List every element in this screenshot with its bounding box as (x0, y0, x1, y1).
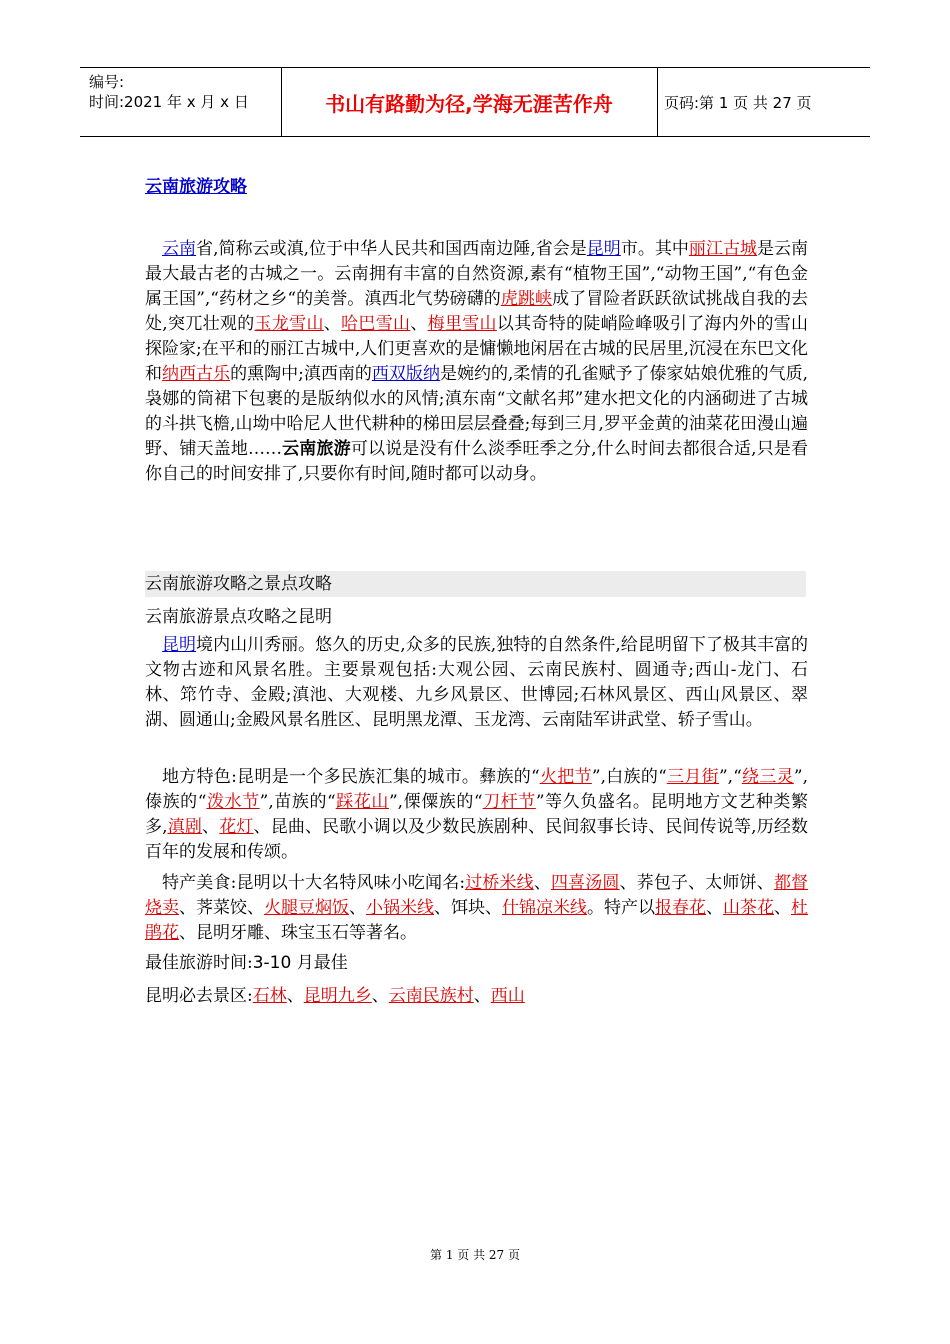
must-see-line (145, 984, 525, 1008)
must-see-link[interactable]: 昆明九乡 (303, 986, 372, 1006)
text-run: 特产美食:昆明以十大名特风味小吃闻名: (162, 873, 466, 893)
inline-link[interactable]: 什锦凉米线 (502, 898, 587, 918)
text-run: ”,“ (718, 767, 742, 787)
inline-link[interactable]: 火腿豆焖饭 (264, 898, 349, 918)
header-meta-cell (80, 68, 280, 136)
inline-link[interactable]: 西双版纳 (371, 364, 440, 384)
local-features-paragraph (145, 765, 808, 865)
inline-link[interactable]: 虎跳峡 (500, 289, 553, 309)
text-run: 、 (202, 817, 220, 837)
text-run: 、 (323, 314, 342, 334)
header-page-info: 页码:第 1 页 共 27 页 (664, 93, 812, 112)
local-features-text (145, 765, 808, 865)
inline-link[interactable]: 踩花山 (335, 792, 389, 812)
inline-link[interactable]: 滇剧 (167, 817, 203, 837)
inline-link[interactable]: 纳西古乐 (162, 364, 231, 384)
inline-link[interactable]: 三月街 (666, 767, 719, 787)
text-run: 、荞包子、太师饼、 (619, 873, 774, 893)
text-run: 境内山川秀丽。悠久的历史,众多的民族,独特的自然条件,给昆明留下了极其丰富的文物古迹和风景名胜。主要景观包括:大观公园、云南民族村、圆通寺;西山-龙门、石林、筇竹寺、金殿;滇池、大观楼、九乡风景区、世博园;石林风景区、西山风景区、翠湖、圆通山;金殿风景名胜区、昆明黑龙潭、玉龙湾、云南陆军讲武堂、轿子雪山。 (145, 635, 808, 730)
text-run: 、昆明牙雕、珠宝玉石等著名。 (179, 923, 417, 943)
text-run: 、 (706, 898, 723, 918)
text-run: ”等久负盛名。昆明地方文艺种类繁多, (145, 792, 808, 837)
text-run: ”,傈僳族的“ (388, 792, 483, 812)
must-see-link[interactable]: 石林 (252, 986, 287, 1006)
best-time-label: 最佳旅游时间: (145, 953, 253, 973)
must-see-list (253, 986, 525, 1006)
inline-link[interactable]: 玉龙雪山 (254, 314, 324, 334)
text-run: 、 (349, 898, 366, 918)
text-run: 地方特色:昆明是一个多民族汇集的城市。彝族的“ (162, 767, 540, 787)
text-run: 、 (533, 873, 551, 893)
inline-link[interactable]: 杜鹃花 (145, 898, 808, 943)
document-title[interactable]: 云南旅游攻略 (145, 177, 247, 197)
header-table (80, 67, 870, 137)
inline-link[interactable]: 云南 (162, 239, 197, 259)
must-see-link[interactable]: 云南民族村 (388, 986, 474, 1006)
text-run: ”,苗族的“ (259, 792, 336, 812)
text-run: ”,白族的“ (591, 767, 667, 787)
inline-link[interactable]: 刀杆节 (482, 792, 536, 812)
header-motto: 书山有路勤为径,学海无涯苦作舟 (325, 91, 613, 116)
inline-link[interactable]: 报春花 (655, 898, 706, 918)
intro-text (145, 237, 808, 487)
inline-link[interactable]: 绕三灵 (741, 767, 794, 787)
text-run: 省,简称云或滇,位于中华人民共和国西南边陲,省会是 (196, 239, 587, 259)
best-time-line (145, 951, 348, 975)
text-run: 以其奇特的陡峭险峰吸引了海内外的雪山探险家;在平和的丽江古城中,人们更喜欢的是慵懒地闲居在古城的民居里,沉浸在东巴文化和 (145, 314, 809, 384)
inline-link[interactable]: 泼水节 (206, 792, 260, 812)
doc-number-label: 编号: (89, 73, 125, 91)
doc-time-label: 时间:2021 年 x 月 x 日 (89, 93, 249, 111)
food-text (145, 871, 808, 946)
inline-link[interactable]: 都督烧卖 (145, 873, 809, 918)
text-run: ”,傣族的“ (145, 767, 809, 812)
header-divider (657, 68, 658, 136)
text-run: 、 (410, 314, 428, 334)
text-run: 的熏陶中;滇西南的 (230, 364, 372, 384)
inline-link[interactable]: 四喜汤圆 (550, 873, 620, 893)
text-run: 、 (774, 898, 791, 918)
sub-heading: 云南旅游景点攻略之昆明 (145, 607, 332, 627)
page-footer: 第 1 页 共 27 页 (430, 1248, 520, 1262)
inline-link[interactable]: 丽江古城 (688, 239, 757, 259)
list-separator: 、 (286, 986, 304, 1006)
text-run: 是云南最大最古老的古城之一。云南拥有丰富的自然资源,素有“植物王国”,“动物王国”,“有色金属王国”,“药材之乡“的美誉。滇西北气势磅礴的 (145, 239, 809, 309)
must-see-link[interactable]: 西山 (490, 986, 525, 1006)
inline-link[interactable]: 火把节 (539, 767, 592, 787)
intro-paragraph (145, 237, 808, 487)
food-paragraph (145, 871, 808, 946)
inline-link[interactable]: 梅里雪山 (427, 314, 497, 334)
inline-link[interactable]: 昆明 (586, 239, 621, 259)
inline-link[interactable]: 哈巴雪山 (341, 314, 411, 334)
text-run: 可以说是没有什么淡季旺季之分,什么时间去都很合适,只是看你自己的时间安排了,只要你有时间,随时都可以动身。 (145, 439, 809, 484)
list-separator: 、 (473, 986, 491, 1006)
section-heading: 云南旅游攻略之景点攻略 (145, 571, 806, 597)
bold-text: 云南旅游 (281, 439, 351, 459)
text-run: 、昆曲、民歌小调以及少数民族剧种、民间叙事长诗、民间传说等,历经数百年的发展和传颂。 (145, 817, 809, 862)
kunming-paragraph (145, 633, 808, 733)
text-run: 市。其中 (620, 239, 689, 259)
must-see-label: 昆明必去景区: (145, 986, 253, 1006)
list-separator: 、 (371, 986, 389, 1006)
text-run: 。特产以 (587, 898, 655, 918)
inline-link[interactable]: 山茶花 (723, 898, 774, 918)
text-run: 、饵块、 (434, 898, 502, 918)
text-run: 、荠菜饺、 (179, 898, 264, 918)
text-run: 成了冒险者跃跃欲试挑战自我的去处,突兀壮观的 (145, 289, 809, 334)
kunming-text (145, 633, 808, 733)
inline-link[interactable]: 花灯 (219, 817, 254, 837)
inline-link[interactable]: 昆明 (162, 635, 197, 655)
text-run: 是婉约的,柔情的孔雀赋予了傣家姑娘优雅的气质,袅娜的筒裙下包裹的是版纳似水的风情;滇东南“文献名邦”建水把文化的内涵砌进了古城的斗拱飞檐,山坳中哈尼人世代耕种的梯田层层叠叠;每到三月,罗平金黄的油菜花田漫山遍野、铺天盖地…… (145, 364, 809, 459)
best-time-value: 3-10 月最佳 (252, 953, 348, 973)
inline-link[interactable]: 小锅米线 (366, 898, 434, 918)
inline-link[interactable]: 过桥米线 (465, 873, 534, 893)
